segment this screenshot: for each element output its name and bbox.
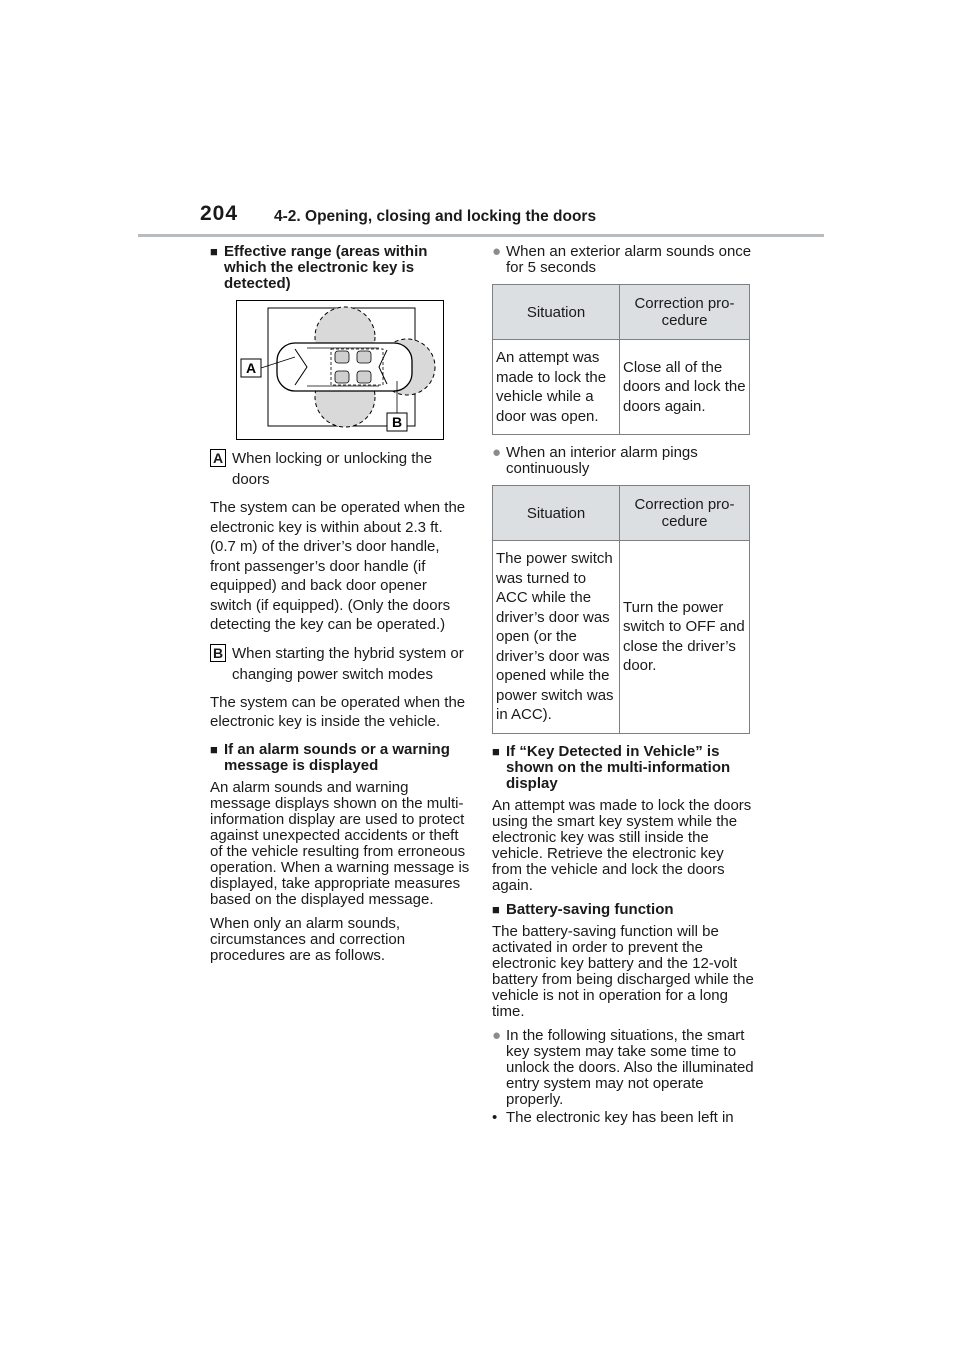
item-a-text: When locking or unlocking the doors xyxy=(232,450,433,488)
heading-effective-range: ■ Effective range (areas within which the electronic key is detected) xyxy=(210,243,428,292)
item-b-text: When starting the hybrid system or changing power switch modes xyxy=(232,644,464,683)
inside-vehicle-description: The system can be operated when the electronic key is inside the vehicle. xyxy=(210,693,466,730)
key-detected-paragraph: An attempt was made to lock the doors using the smart key system while the electronic key was still inside the vehicle. Retrieve the electronic key from the vehicle and lock the doors again. xyxy=(492,796,752,894)
label-a-box: A xyxy=(210,449,226,467)
battery-saving-paragraph: The battery-saving function will be activated in order to prevent the electronic key battery and the 12-volt battery from being discharged while the vehicle is not in operation for a long time. xyxy=(492,922,754,1020)
label-b-box: B xyxy=(210,644,226,662)
alarm-only-paragraph: When only an alarm sounds, circumstances and correction procedures are as follows. xyxy=(210,914,406,964)
heading-battery-saving: ■ Battery-saving function xyxy=(492,900,674,918)
square-bullet-icon: ■ xyxy=(492,901,500,917)
range-description: The system can be operated when the electronic key is within about 2.3 ft. (0.7 m) of the driver’s door handle, front passenger’s door handle (if equipped) and back door opener switch (if equipped). (Only the doors detecting the key can be operated.) xyxy=(210,499,466,633)
right-column xyxy=(492,244,754,1126)
table-cell-situation: An attempt was made to lock the vehicle while a door was open. xyxy=(493,340,620,435)
situations-bullet: ● In the following situations, the smart key system may take some time to unlock the doors. Also the illuminated entry system may not operate properly. xyxy=(492,1026,754,1108)
interior-alarm-table xyxy=(492,485,750,734)
table-header-correction: Correction pro-cedure xyxy=(620,285,750,340)
table-cell-correction: Turn the power switch to OFF and close the driver’s door. xyxy=(620,541,750,734)
dash-bullet-icon: • xyxy=(492,1108,498,1126)
interior-alarm-bullet: ● When an interior alarm pings continuously xyxy=(492,444,698,477)
circle-bullet-icon: ● xyxy=(492,243,502,260)
item-a xyxy=(210,448,470,490)
exterior-alarm-table xyxy=(492,284,750,435)
page-header xyxy=(138,198,824,237)
table-row xyxy=(493,340,750,435)
square-bullet-icon: ■ xyxy=(210,741,218,757)
circle-bullet-icon: ● xyxy=(492,1026,502,1044)
table-header-correction: Correction pro-cedure xyxy=(620,486,750,541)
table-header-situation: Situation xyxy=(493,285,620,340)
square-bullet-icon: ■ xyxy=(492,743,500,759)
circle-bullet-icon: ● xyxy=(492,444,502,461)
table-row xyxy=(493,541,750,734)
table-header-situation: Situation xyxy=(493,486,620,541)
table-cell-correction: Close all of the doors and lock the doors again. xyxy=(620,340,750,435)
left-column xyxy=(210,244,470,972)
page-number: 204 xyxy=(200,202,239,225)
heading-alarm: ■ If an alarm sounds or a warning message is displayed xyxy=(210,740,450,774)
square-bullet-icon: ■ xyxy=(210,244,218,259)
effective-range-figure xyxy=(236,300,444,440)
figure-label-b: B xyxy=(391,414,403,430)
table-cell-situation: The power switch was turned to ACC while the driver’s door was open (or the driver’s door was opened while the power switch was in ACC). xyxy=(493,541,620,734)
figure-label-a: A xyxy=(245,360,257,376)
exterior-alarm-bullet: ● When an exterior alarm sounds once for 5 seconds xyxy=(492,243,752,276)
alarm-paragraph: An alarm sounds and warning message displays shown on the multi-information display are used to protect against unexpected accidents or theft of the vehicle resulting from erroneous operation. When a warning message is displayed, take appropriate measures based on the displayed message. xyxy=(210,778,470,908)
dash-list-item: • The electronic key has been left in xyxy=(492,1108,734,1126)
heading-key-detected: ■ If “Key Detected in Vehicle” is shown on the multi-information display xyxy=(492,742,731,792)
car-range-diagram xyxy=(237,301,443,439)
item-b xyxy=(210,643,470,685)
section-title: 4-2. Opening, closing and locking the doors xyxy=(274,208,597,225)
